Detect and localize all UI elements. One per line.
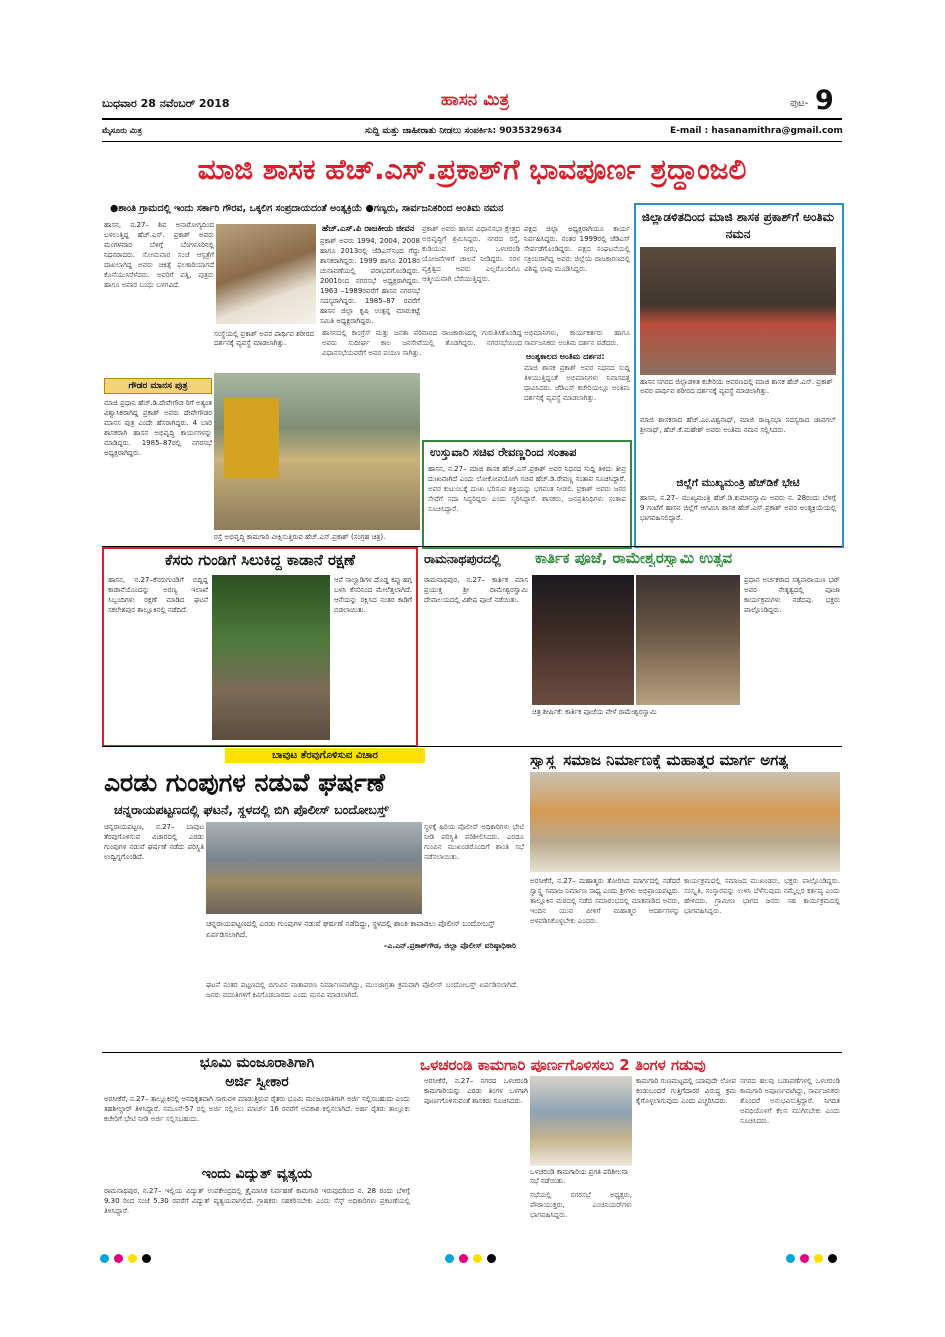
lead-col4-intro: ಪಕ್ಷದ ಜಿಲ್ಲಾ ಅಧ್ಯಕ್ಷರಾಗಿಯೂ ಕಾರ್ಯ ನಿರ್ವಹಿಸಿದ್ದರು. ನಂತರ 1999ರಲ್ಲಿ ಜೆಡಿಎಸ್ ಸೇರ್ಪಡೆಗೊಂಡಿದ್ದರು. (524, 225, 630, 253)
condolence-text: ಹಾಸನ, ನ.27– ಮಾಜಿ ಶಾಸಕ ಹೆಚ್.ಎಸ್.ಪ್ರಕಾಶ್ ಅವರ ನಿಧನದ ಸುದ್ದಿ ತಿಳಿದು ತೀವ್ರ ದುಃಖವಾಗಿದೆ ಎಂದು ಲೋಕೋಪಯೋಗಿ ಸಚಿವ ಹೆಚ್.ಡಿ.ರೇವಣ್ಣ ಸಂತಾಪ ಸೂಚಿಸಿದ್ದಾರೆ. ಅವರ ಕುಟುಂಬಕ್ಕೆ ದುಃಖ ಭರಿಸುವ ಶಕ್ತಿಯನ್ನು ಭಗವಂತ ನೀಡಲಿ. ಪ್ರಕಾಶ್ ಅವರು ಜನರ ಸೇವೆಗೆ ಸದಾ ಸಿದ್ಧರಿದ್ದರು ಎಂದು ಸ್ಮರಿಸಿದ್ದಾರೆ. ಶಾಸಕರು, ಜನಪ್ರತಿನಿಧಿಗಳು ಸಂತಾಪ ಸೂಚಿಸಿದ್ದಾರೆ. (428, 465, 626, 513)
masthead-rule (102, 118, 842, 120)
clash-subhead: ಚನ್ನರಾಯಪಟ್ಟಣದಲ್ಲಿ ಘಟನೆ, ಸ್ಥಳದಲ್ಲಿ ಬಿಗಿ ಪೊಲೀಸ್ ಬಂದೋಬಸ್ತ್ (114, 802, 389, 817)
header-rule (102, 141, 842, 142)
karthika-photo1 (532, 575, 634, 705)
registration-marks-left (100, 1254, 180, 1266)
works-headline: ಒಳಚರಂಡಿ ಕಾಮಗಾರಿ ಪೂರ್ಣಗೊಳಿಸಲು 2 ತಿಂಗಳ ಗಡುವು (420, 1056, 706, 1074)
lead-caption2: ರಸ್ತೆ ಅಭಿವೃದ್ಧಿ ಕಾಮಗಾರಿ ವೀಕ್ಷಿಸುತ್ತಿರುವ ಹೆಚ್.ಎಸ್.ಪ್ರಕಾಶ್ (ಸಂಗ್ರಹ ಚಿತ್ರ). (214, 533, 386, 541)
lead-intro: ಹಾಸನ, ನ.27– ಶಿವ ಅನಾರೋಗ್ಯದಿಂದ ಬಳಲುತ್ತಿದ್ದ ಹೆಚ್.ಎಸ್. ಪ್ರಕಾಶ್ ಅವರು ಮಂಗಳವಾರ ಬೆಳಿಗ್ಗೆ ಬೆಂಗಳೂರಿನಲ್ಲಿ ನಿಧನರಾದರು. (104, 221, 214, 259)
registration-marks-right (786, 1254, 866, 1266)
tribute-headline: ಜಿಲ್ಲಾಡಳಿತದಿಂದ ಮಾಜಿ ಶಾಸಕ ಪ್ರಕಾಶ್‌ಗೆ ಅಂತಿಮ ನಮನ (641, 210, 835, 241)
lead-sub3-title: ಅಂತ್ಯಕಾಲದ ಅಂತಿಮ ದರ್ಶನ: (526, 352, 605, 361)
lead-col3-text: ಪ್ರಕಾಶ್ ಅವರು ಹಾಸನ ವಿಧಾನಸಭಾ ಕ್ಷೇತ್ರದ ಅಭಿವೃದ್ಧಿಗೆ ಶ್ರಮಿಸಿದ್ದರು. ನಗರದ ರಸ್ತೆ, ಕುಡಿಯುವ ನೀರು, ಒಳಚರಂಡಿ ಯೋಜನೆಗಳಿಗೆ ಚಾಲನೆ ನೀಡಿದ್ದರು. ಸರಳ ವ್ಯಕ್ತಿತ್ವದ ಅವರು ಎಲ್ಲರೊಂದಿಗೂ ಆತ್ಮೀಯವಾಗಿ ಬೆರೆಯುತ್ತಿದ್ದರು. (422, 225, 520, 283)
tribute-sidebar (634, 203, 844, 548)
reg-dot-yellow (128, 1254, 137, 1263)
reg-dot-magenta (800, 1254, 809, 1263)
reg-dot-black (828, 1254, 837, 1263)
land-intro: ಅರಸೀಕೆರೆ, ನ.27– ತಾಲ್ಲೂಕಿನಲ್ಲಿ ಅನಧಿಕೃತವಾಗಿ ಸಾಗುವಳಿ ಮಾಡುತ್ತಿರುವ ರೈತರು ಭೂಮಿ ಮಂಜೂರಾತಿಗಾಗಿ ಅರ್ಜಿ ಸಲ್ಲಿಸಬಹುದು ಎಂದು ತಹಶೀಲ್ದಾರ್ ತಿಳಿಸಿದ್ದಾರೆ. (104, 1095, 410, 1113)
lead-col2-title: ಹೆಚ್.ಎಸ್.ಪಿ ರಾಜಕೀಯ ಜೀವನ (322, 224, 415, 234)
excavator-inspection-photo (214, 373, 420, 530)
land-headline2: ಅರ್ಜಿ ಸ್ವೀಕಾರ (225, 1074, 289, 1090)
gowda-text: ಮಾಜಿ ಪ್ರಧಾನಿ ಹೆಚ್.ಡಿ.ದೇವೇಗೌಡ ರಿಗೆ ಅತ್ಯಂತ ವಿಶ್ವಾಸಿಕರಾಗಿದ್ದ ಪ್ರಕಾಶ್ ಅವರು ದೇವೇಗೌಡರ ಮಾನಸ ಪುತ್ರ ಎಂದೇ ಹೆಸರಾಗಿದ್ದರು. 4 ಬಾರಿ ಶಾಸಕರಾಗಿ ಹಾಸನ ಅಭಿವೃದ್ಧಿ ಕಾರ್ಯಗಳನ್ನು ಮಾಡಿದ್ದರು. 1985–87ರಲ್ಲಿ ನಗರಸಭೆ ಅಧ್ಯಕ್ಷರಾಗಿದ್ದರು. (104, 399, 212, 457)
clash-quote-text: ಚನ್ನರಾಯಪಟ್ಟಣದಲ್ಲಿ ಎರಡು ಗುಂಪುಗಳ ನಡುವೆ ಘರ್ಷಣೆ ನಡೆದಿದ್ದು, ಸ್ಥಳದಲ್ಲಿ ಶಾಂತಿ ಕಾಪಾಡಲು ಪೊಲೀಸ್ ಬಂದೋಬಸ್ತ್ ಏರ್ಪಡಿಸಲಾಗಿದೆ. (206, 919, 495, 939)
reg-dot-black (142, 1254, 151, 1263)
works-text1: ಅರಸೀಕೆರೆ, ನ.27– ನಗರದ ಒಳಚರಂಡಿ ಕಾಮಗಾರಿಯನ್ನು ಎರಡು ತಿಂಗಳ ಒಳಗಾಗಿ ಪೂರ್ಣಗೊಳಿಸುವಂತೆ ಶಾಸಕರು ಸೂಚಿಸಿದರು. (424, 1077, 528, 1105)
reg-dot-yellow (814, 1254, 823, 1263)
land-text: ಅರಸೀಕೆರೆ, ನ.27– ತಾಲ್ಲೂಕಿನಲ್ಲಿ ಅನಧಿಕೃತವಾಗಿ ಸಾಗುವಳಿ ಮಾಡುತ್ತಿರುವ ರೈತರು ಭೂಮಿ ಮಂಜೂರಾತಿಗಾಗಿ ಅರ್ಜಿ ಸಲ್ಲಿಸಬಹುದು ಎಂದು ತಹಶೀಲ್ದಾರ್ ತಿಳಿಸಿದ್ದಾರೆ. ನಮೂನೆ-57 ರಲ್ಲಿ ಅರ್ಜಿ ಸಲ್ಲಿಸಲು ಮಾರ್ಚ್ 16 ರವರೆಗೆ ಅವಕಾಶ ಕಲ್ಪಿಸಲಾಗಿದೆ. ಅರ್ಹ ರೈತರು ತಾಲ್ಲೂಕು ಕಚೇರಿಗೆ ಭೇಟಿ ನೀಡಿ ಅರ್ಜಿ ಸಲ್ಲಿಸಬಹುದು. (104, 1095, 410, 1123)
gowda-title: ಗೌಡರ ಮಾನಸ ಪುತ್ರ (104, 378, 212, 394)
karthika-text1: ರಾಮನಾಥಪುರ, ನ.27– ಕಾರ್ತಿಕ ಮಾಸ ಪ್ರಯುಕ್ತ ಶ್ರೀ ರಾಮೇಶ್ವರಸ್ವಾಮಿ ದೇವಾಲಯದಲ್ಲಿ ವಿಶೇಷ ಪೂಜೆ ನಡೆಯಿತು. (424, 576, 528, 604)
lead-col3b-text: ಹಾಸನದಲ್ಲಿ ಕಾಂಗ್ರೆಸ್ ಮತ್ತು ಜನತಾ ಪರಿವಾರದ ರಾಜಕಾರಣದಲ್ಲಿ ಗುರುತಿಸಿಕೊಂಡಿದ್ದ ಅವರು ಸುದೀರ್ಘ ಕಾಲ ಜನಸೇವೆಯಲ್ಲಿ ತೊಡಗಿದ್ದರು. ನಗರಸಭೆಯಿಂದ ವಿಧಾನಸಭೆಯವರೆಗೆ ಅವರ ಪಯಣ ಸಾಗಿತ್ತು. (322, 329, 522, 357)
clash-text3: ಸ್ಥಳಕ್ಕೆ ಹಿರಿಯ ಪೊಲೀಸ್ ಅಧಿಕಾರಿಗಳು ಭೇಟಿ ನೀಡಿ ಪರಿಸ್ಥಿತಿ ಪರಿಶೀಲಿಸಿದರು. ಎರಡೂ ಗುಂಪಿನ ಮುಖಂಡರೊಂದಿಗೆ ಶಾಂತಿ ಸಭೆ ನಡೆಸಲಾಯಿತು. (424, 823, 524, 861)
police-photo (206, 822, 422, 914)
works-text2: ಕಾಮಗಾರಿ ಗುಣಮಟ್ಟದಲ್ಲಿ ಯಾವುದೇ ಲೋಪ ಕಂಡುಬಂದರೆ ಗುತ್ತಿಗೆದಾರರ ವಿರುದ್ಧ ಕ್ರಮ ಕೈಗೊಳ್ಳಲಾಗುವುದು ಎಂದು ಎಚ್ಚರಿಸಿದರು. (636, 1077, 736, 1105)
lead-headline: ಮಾಜಿ ಶಾಸಕ ಹೆಚ್.ಎಸ್.ಪ್ರಕಾಶ್‌ಗೆ ಭಾವಪೂರ್ಣ ಶ್ರದ್ಧಾಂಜಲಿ (197, 153, 747, 186)
reg-dot-black (487, 1254, 496, 1263)
karthika-headline-b: ಕಾರ್ತಿಕ ಪೂಜೆ, ರಾಮೇಶ್ವರಸ್ವಾಮಿ ಉತ್ಸವ (535, 549, 733, 567)
rule-before-kicker (102, 746, 842, 747)
reg-dot-magenta (114, 1254, 123, 1263)
registration-marks-center (445, 1254, 525, 1266)
karthika-text2: ಪ್ರಧಾನ ಅರ್ಚಕರಾದ ಸತ್ಯನಾರಾಯಣ ಭಟ್ ಅವರ ನೇತೃತ್ವದಲ್ಲಿ ಪೂಜಾ ಕಾರ್ಯಕ್ರಮಗಳು ನಡೆದವು. ಭಕ್ತರು ಪಾಲ್ಗೊಂಡಿದ್ದರು. (744, 576, 840, 614)
tribute-photo (640, 247, 836, 375)
elephant-headline: ಕೆಸರು ಗುಂಡಿಗೆ ಸಿಲುಕಿದ್ದ ಕಾಡಾನೆ ರಕ್ಷಣೆ (165, 551, 355, 569)
power-intro: ರಾಮನಾಥಪುರ, ನ.27– ಇಲ್ಲಿಯ ವಿದ್ಯುತ್ ಉಪಕೇಂದ್ರದಲ್ಲಿ ತ್ರೈಮಾಸಿಕ ನಿರ್ವಹಣೆ ಕಾಮಗಾರಿ ಇರುವುದರಿಂದ ನ. 28 ರಂದು ಬೆಳಿಗ್ಗೆ 9.30 ರಿಂದ ಸಂಜೆ 5.30 ರವರೆಗೆ ವಿದ್ಯುತ್ ವ್ಯತ್ಯಯವಾಗಲಿದೆ. (104, 1187, 410, 1205)
elephant-text2: ಆನೆ ಸಾಲ್ವಾಡಿಗಳ ದೊಡ್ಡ ಕಪ್ಪು ಹಗ್ಗ ಬಳಸಿ ಕೆಸರಿನಿಂದ ಮೇಲೆತ್ತಲಾಗಿದೆ. ಆನೆಯನ್ನು ರಕ್ಷಿಸಿದ ನಂತರ ಕಾಡಿಗೆ ಬಿಡಲಾಯಿತು. (334, 576, 412, 614)
lead-caption1: ಸಂಸ್ಥೆಯಲ್ಲಿ ಪ್ರಕಾಶ್ ಅವರ ಪಾರ್ಥಿವ ಶರೀರದ ದರ್ಶನಕ್ಕೆ ವ್ಯವಸ್ಥೆ ಮಾಡಲಾಗಿತ್ತು. (214, 330, 314, 347)
clash-text2: ಘಟನೆ ನಂತರ ಪಟ್ಟಣದಲ್ಲಿ ಬಿಗುವಿನ ವಾತಾವರಣ ನಿರ್ಮಾಣವಾಗಿದ್ದು, ಮುಂಜಾಗ್ರತಾ ಕ್ರಮವಾಗಿ ಪೊಲೀಸ್ ಬಂದೋಬಸ್ತ್ ಏರ್ಪಡಿಸಲಾಗಿದೆ. ಜನರು ವದಂತಿಗಳಿಗೆ ಕಿವಿಗೊಡಬಾರದು ಎಂದು ಮನವಿ ಮಾಡಲಾಗಿದೆ. (206, 981, 518, 999)
elephant-story-box (102, 547, 418, 747)
land-headline1: ಭೂಮಿ ಮಂಜೂರಾತಿಗಾಗಿ (199, 1055, 315, 1071)
lead-sub3-text: ಮಾಜಿ ಶಾಸಕ ಪ್ರಕಾಶ್ ಅವರ ನಿಧನದ ಸುದ್ದಿ ತಿಳಿಯುತ್ತಿದ್ದಂತೆ ಅಭಿಮಾನಿಗಳು ನಿವಾಸದತ್ತ ಧಾವಿಸಿದರು. ಜೆಡಿಎಸ್ ಕಚೇರಿಯಲ್ಲೂ ಅಂತಿಮ ದರ್ಶನಕ್ಕೆ ವ್ಯವಸ್ಥೆ ಮಾಡಲಾಗಿತ್ತು. (524, 364, 630, 402)
clash-quote-source: –ಎ.ಎನ್.ಪ್ರಕಾಶ್‌ಗೌಡ, ಜಿಲ್ಲಾ ಪೊಲೀಸ್ ವರಿಷ್ಠಾಧಿಕಾರಿ (383, 941, 516, 950)
condolence-intro: ಹಾಸನ, ನ.27– ಮಾಜಿ ಶಾಸಕ ಹೆಚ್.ಎಸ್.ಪ್ರಕಾಶ್ ಅವರ ನಿಧನದ ಸುದ್ದಿ ತಿಳಿದು ತೀವ್ರ ದುಃಖವಾಗಿದೆ ಎಂದು ಲೋಕೋಪಯೋಗಿ ಸಚಿವ ಹೆಚ್.ಡಿ.ರೇವಣ್ಣ ಸಂತಾಪ ಸೂಚಿಸಿದ್ದಾರೆ. (428, 465, 626, 483)
cm-visit-title: ಜಿಲ್ಲೆಗೆ ಮುಖ್ಯಮಂತ್ರಿ ಹೆಚ್‌ಡಿಕೆ ಭೇಟಿ (676, 477, 800, 489)
lead-col4-text: ಪಕ್ಷದ ಜಿಲ್ಲಾ ಅಧ್ಯಕ್ಷರಾಗಿಯೂ ಕಾರ್ಯ ನಿರ್ವಹಿಸಿದ್ದರು. ನಂತರ 1999ರಲ್ಲಿ ಜೆಡಿಎಸ್ ಸೇರ್ಪಡೆಗೊಂಡಿದ್ದರು. ಪಕ್ಷದ ಸಂಘಟನೆಯಲ್ಲಿ ಸಕ್ರಿಯರಾಗಿದ್ದ ಅವರು ಜಿಲ್ಲೆಯ ರಾಜಕಾರಣದಲ್ಲಿ ವಿಶಿಷ್ಟ ಛಾಪು ಮೂಡಿಸಿದ್ದರು. (524, 225, 630, 273)
masthead-date: ಬುಧವಾರ 28 ನವೆಂಬರ್ 2018 (102, 97, 230, 110)
contact-line: ಸುದ್ದಿ ಮತ್ತು ಜಾಹೀರಾತು ನೀಡಲು ಸಂಪರ್ಕಿಸಿ: 9035329634 (365, 126, 562, 136)
karthika-photo2 (636, 575, 740, 705)
works-meeting-photo (530, 1076, 632, 1166)
works-text3: ನಗರದ ಹಲವು ಬಡಾವಣೆಗಳಲ್ಲಿ ಒಳಚರಂಡಿ ಕಾಮಗಾರಿ ಅಪೂರ್ಣವಾಗಿದ್ದು, ಸಾರ್ವಜನಿಕರು ತೊಂದರೆ ಅನುಭವಿಸುತ್ತಿದ್ದಾರೆ. ನಿಗದಿತ ಅವಧಿಯೊಳಗೆ ಕೆಲಸ ಮುಗಿಸಬೇಕು ಎಂದು ಸೂಚಿಸಿದರು. (740, 1077, 840, 1125)
condolence-box (422, 440, 632, 549)
gowda-box (104, 378, 212, 540)
reg-dot-cyan (786, 1254, 795, 1263)
masthead-page-number (790, 85, 845, 117)
reg-dot-magenta (459, 1254, 468, 1263)
clash-kicker: ಬಾವುಟ ತೆರವುಗೊಳಿಸುವ ವಿಚಾರ (225, 748, 425, 763)
elephant-text: ಹಾಸನ, ನ.27–ಕೆಸರುಗುಂಡಿಗೆ ಬಿದ್ದಿದ್ದ ಕಾಡಾನೆಯೊಂದನ್ನು ಅರಣ್ಯ ಇಲಾಖೆ ಸಿಬ್ಬಂದಿಗಳು ರಕ್ಷಣೆ ಮಾಡಿದ ಘಟನೆ ಸಕಲೇಶಪುರ ತಾಲ್ಲೂಕಿನಲ್ಲಿ ನಡೆದಿದೆ. (108, 576, 208, 614)
health-text: ಅರಸೀಕೆರೆ, ನ.27– ಮಹಾತ್ಮರು ತೋರಿಸಿದ ಮಾರ್ಗದಲ್ಲಿ ನಡೆದರೆ ಸ್ವಾಸ್ಥ್ಯ ಸಮಾಜ ನಿರ್ಮಾಣ ಸಾಧ್ಯ ಎಂದು ಶ್ರೀಗಳು ಅಭಿಪ್ರಾಯಪಟ್ಟರು. ತಾಲ್ಲೂಕಿನ ಮಠದಲ್ಲಿ ನಡೆದ ಸಮಾರಂಭದಲ್ಲಿ ಮಾತನಾಡಿದ ಅವರು, ಇಂದಿನ ಯುವ ಪೀಳಿಗೆ ಮಹಾತ್ಮರ ಆದರ್ಶಗಳನ್ನು ಅಳವಡಿಸಿಕೊಳ್ಳಬೇಕು ಎಂದರು. (530, 877, 680, 925)
reg-dot-yellow (473, 1254, 482, 1263)
health-event-photo (530, 772, 840, 872)
lead-col1-text: ಹಾಸನ, ನ.27– ಶಿವ ಅನಾರೋಗ್ಯದಿಂದ ಬಳಲುತ್ತಿದ್ದ ಹೆಚ್.ಎಸ್. ಪ್ರಕಾಶ್ ಅವರು ಮಂಗಳವಾರ ಬೆಳಿಗ್ಗೆ ಬೆಂಗಳೂರಿನಲ್ಲಿ ನಿಧನರಾದರು. ಸೋಮವಾರ ಸಂಜೆ ಆಸ್ಪತ್ರೆಗೆ ದಾಖಲಾಗಿದ್ದ ಅವರು ಚಿಕಿತ್ಸೆ ಫಲಕಾರಿಯಾಗದೆ ಕೊನೆಯುಸಿರೆಳೆದರು. ಅವರಿಗೆ ಪತ್ನಿ, ಪುತ್ರರು ಹಾಗೂ ಅಪಾರ ಬಂಧು ಬಳಗವಿದೆ. (104, 221, 214, 289)
rule-before-bottom (102, 1052, 842, 1053)
tribute-caption: ಹಾಸನ ನಗರದ ಜಿಲ್ಲಾಡಳಿತ ಕಚೇರಿಯ ಆವರಣದಲ್ಲಿ ಮಾಜಿ ಶಾಸಕ ಹೆಚ್.ಎಸ್. ಪ್ರಕಾಶ್ ಅವರ ಪಾರ್ಥಿವ ಶರೀರದ ದರ್ಶನಕ್ಕೆ ವ್ಯವಸ್ಥೆ ಮಾಡಲಾಗಿತ್ತು. (640, 378, 833, 395)
lead-subhead: ●ಶಾಂತಿ ಗ್ರಾಮದಲ್ಲಿ ಇಂದು ಸರ್ಕಾರಿ ಗೌರವ, ಒಕ್ಕಲಿಗ ಸಂಪ್ರದಾಯದಂತೆ ಅಂತ್ಯಕ್ರಿಯೆ ●ಗಣ್ಯರು, ಸಾರ್ವಜನಿಕರಿಂದ ಅಂತಿಮ ನಮನ (110, 203, 504, 214)
works-caption: ಒಳಚರಂಡಿ ಕಾಮಗಾರಿಯ ಪ್ರಗತಿ ಪರಿಶೀಲನಾ ಸಭೆ ನಡೆಯಿತು. (530, 1168, 629, 1185)
health-text2: ಕಾರ್ಯಕ್ರಮದಲ್ಲಿ ಸಮಾಜದ ಮುಖಂಡರು, ಭಕ್ತರು ಪಾಲ್ಗೊಂಡಿದ್ದರು. ಸಂಸ್ಕೃತಿ, ಸಂಸ್ಕಾರವನ್ನು ಉಳಿಸಿ ಬೆಳೆಸುವುದು ನಮ್ಮೆಲ್ಲರ ಕರ್ತವ್ಯ ಎಂದು ಹೇಳಿದರು. ಗ್ರಾಮೀಣ ಭಾಗದ ಜನರು ಸಹ ಕಾರ್ಯಕ್ರಮದಲ್ಲಿ ಭಾಗವಹಿಸಿದ್ದರು. (684, 877, 840, 915)
cm-visit-text: ಹಾಸನ, ನ.27– ಮುಖ್ಯಮಂತ್ರಿ ಹೆಚ್.ಡಿ.ಕುಮಾರಸ್ವಾಮಿ ಅವರು ನ. 28ರಂದು ಬೆಳಿಗ್ಗೆ 9 ಗಂಟೆಗೆ ಹಾಸನ ಜಿಲ್ಲೆಗೆ ಆಗಮಿಸಿ ಶಾಸಕ ಹೆಚ್.ಎಸ್.ಪ್ರಕಾಶ್ ಅವರ ಅಂತ್ಯಕ್ರಿಯೆಯಲ್ಲಿ ಭಾಗವಹಿಸಲಿದ್ದಾರೆ. (640, 494, 836, 522)
reg-dot-cyan (100, 1254, 109, 1263)
health-headline: ಸ್ವಾಸ್ಥ್ಯ ಸಮಾಜ ನಿರ್ಮಾಣಕ್ಕೆ ಮಹಾತ್ಮರ ಮಾರ್ಗ ಅಗತ್ಯ (530, 751, 789, 769)
health-intro: ಅರಸೀಕೆರೆ, ನ.27– ಮಹಾತ್ಮರು ತೋರಿಸಿದ ಮಾರ್ಗದಲ್ಲಿ ನಡೆದರೆ ಸ್ವಾಸ್ಥ್ಯ ಸಮಾಜ ನಿರ್ಮಾಣ ಸಾಧ್ಯ ಎಂದು ಶ್ರೀಗಳು ಅಭಿಪ್ರಾಯಪಟ್ಟರು. (530, 877, 680, 895)
page-number: 9 (815, 85, 834, 116)
power-headline: ಇಂದು ವಿದ್ಯುತ್ ವ್ಯತ್ಯಯ (201, 1166, 313, 1182)
elephant-photo (212, 575, 330, 740)
clash-text1: ಚನ್ನರಾಯಪಟ್ಟಣ, ನ.27– ಬಾವುಟ ತೆರವುಗೊಳಿಸುವ ವಿಚಾರದಲ್ಲಿ ಎರಡು ಗುಂಪುಗಳ ನಡುವೆ ಘರ್ಷಣೆ ನಡೆದು ಪರಿಸ್ಥಿತಿ ಉದ್ವಿಗ್ನಗೊಂಡಿದೆ. (104, 823, 204, 861)
prakash-portrait-photo (216, 224, 316, 324)
clash-quote (206, 918, 516, 976)
page-label: ಪುಟ- (790, 98, 809, 109)
power-text: ರಾಮನಾಥಪುರ, ನ.27– ಇಲ್ಲಿಯ ವಿದ್ಯುತ್ ಉಪಕೇಂದ್ರದಲ್ಲಿ ತ್ರೈಮಾಸಿಕ ನಿರ್ವಹಣೆ ಕಾಮಗಾರಿ ಇರುವುದರಿಂದ ನ. 28 ರಂದು ಬೆಳಿಗ್ಗೆ 9.30 ರಿಂದ ಸಂಜೆ 5.30 ರವರೆಗೆ ವಿದ್ಯುತ್ ವ್ಯತ್ಯಯವಾಗಲಿದೆ. ಗ್ರಾಹಕರು ಸಹಕರಿಸಬೇಕು ಎಂದು ಸೆಸ್ಕ್ ಅಧಿಕಾರಿಗಳು ಪ್ರಕಟಣೆಯಲ್ಲಿ ತಿಳಿಸಿದ್ದಾರೆ. (104, 1187, 410, 1215)
condolence-headline: ಉಸ್ತುವಾರಿ ಸಚಿವ ರೇವಣ್ಣರಿಂದ ಸಂತಾಪ (430, 445, 577, 459)
clash-headline: ಎರಡು ಗುಂಪುಗಳ ನಡುವೆ ಘರ್ಷಣೆ (104, 768, 386, 797)
email-line: E-mail : hasanamithra@gmail.com (670, 126, 843, 136)
tribute-text: ಮಾಜಿ ಶಾಸಕರಾದ ಹೆಚ್.ಎಂ.ವಿಶ್ವನಾಥ್, ಮಾಜಿ ರಾಜ್ಯಸಭಾ ಸದಸ್ಯರಾದ ಜಾವಗಲ್ ಶ್ರೀನಾಥ್, ಹೆಚ್.ಕೆ.ಮಹೇಶ್ ಅವರು ಅಂತಿಮ ನಮನ ಸಲ್ಲಿಸಿದರು. (640, 416, 836, 434)
lead-col4b-text: ಅಭಿಮಾನಿಗಳು, ಕಾರ್ಯಕರ್ತರು ಹಾಗೂ ಸಾರ್ವಜನಿಕರು ಅಂತಿಮ ದರ್ಶನ ಪಡೆದರು. (524, 329, 630, 347)
section-name: ಮೈಸೂರು ಮಿತ್ರ (102, 126, 142, 135)
works-text-mid: ಸಭೆಯಲ್ಲಿ ನಗರಸಭೆ ಅಧ್ಯಕ್ಷರು, ಪೌರಾಯುಕ್ತರು, ಎಂಜಿನಿಯರ್‌ಗಳು ಭಾಗವಹಿಸಿದ್ದರು. (530, 1191, 632, 1219)
karthika-headline-a: ರಾಮನಾಥಪುರದಲ್ಲಿ (424, 551, 501, 566)
karthika-caption: ಚಿತ್ರ ಶೀರ್ಷಿಕೆ: ಕಾರ್ತಿಕ ಪೂಜೆಯ ವೇಳೆ ರಾಮೇಶ್ವರಸ್ವಾಮಿ (532, 708, 657, 716)
reg-dot-cyan (445, 1254, 454, 1263)
masthead-title: ಹಾಸನ ಮಿತ್ರ (440, 90, 510, 110)
lead-col2-text: ಪ್ರಕಾಶ್ ಅವರು 1994, 2004, 2008 ಹಾಗೂ 2013ರಲ್ಲಿ ಜೆಡಿಎಸ್‌ನಿಂದ ಗೆದ್ದು ಶಾಸಕರಾಗಿದ್ದರು. 1999 ಹಾಗೂ 2018ರ ಚುನಾವಣೆಯಲ್ಲಿ ಪರಾಭವಗೊಂಡಿದ್ದರು. 2001ರಿಂದ ನಗರಸಭೆ ಅಧ್ಯಕ್ಷರಾಗಿದ್ದರು. 1963 –1989ರವರೆಗೆ ಹಾಸನ ನಗರಸಭೆ ಸದಸ್ಯರಾಗಿದ್ದರು. 1985–87 ರವರೆಗೆ ಹಾಸನ ಜಿಲ್ಲಾ ಕೃಷಿ ಉತ್ಪನ್ನ ಮಾರುಕಟ್ಟೆ ಸಮಿತಿ ಅಧ್ಯಕ್ಷರಾಗಿದ್ದರು. (320, 237, 420, 325)
